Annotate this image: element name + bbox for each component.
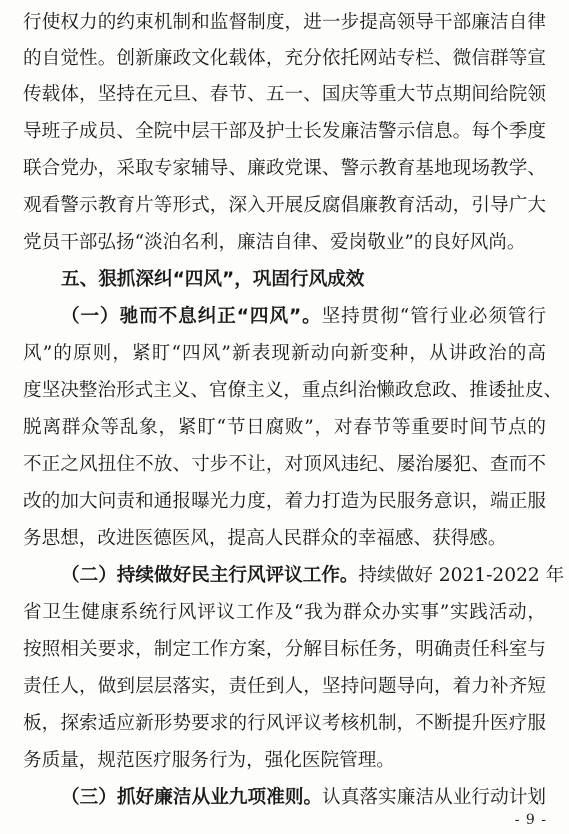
- subsection-title: （一）驰而不息纠正“四风”。: [61, 306, 322, 327]
- body-text: 坚持贯彻“管行业必须管行: [321, 306, 546, 327]
- subsection-first-line: [61, 564, 565, 588]
- body-text-line: 的自觉性。创新廉政文化载体，充分依托网站专栏、微信群等宣: [23, 48, 546, 69]
- body-text-line: 导班子成员、全院中层干部及护士长发廉洁警示信息。每个季度: [23, 121, 546, 142]
- body-text-line: 板，探索适应新形势要求的行风评议考核机制，不断提升医疗服: [23, 713, 546, 734]
- page-number: - 9 -: [514, 812, 547, 828]
- subsection-first-line: [61, 786, 546, 810]
- body-text-line: 脱离群众等乱象，紧盯“节日腐败”，对春节等重要时间节点的: [23, 417, 546, 438]
- subsection-title: （二）持续做好民主行风评议工作。: [61, 565, 359, 586]
- body-text-line: 务质量，规范医疗服务行为，强化医院管理。: [23, 750, 395, 771]
- body-text: 持续做好 2021-2022 年: [358, 565, 565, 586]
- section-heading: 五、狠抓深纠“四风”，巩固行风成效: [61, 269, 365, 290]
- body-text-line: 度坚决整治形式主义、官僚主义，重点纠治懒政怠政、推诿扯皮、: [23, 380, 563, 401]
- body-text-line: 责任人，做到层层落实，责任到人，坚持问题导向，着力补齐短: [23, 676, 546, 697]
- subsection-title: （三）抓好廉洁从业九项准则。: [61, 787, 323, 808]
- body-text-line: 传载体，坚持在元旦、春节、五一、国庆等重大节点期间给院领: [23, 84, 546, 105]
- body-text-line: 改的加大问责和通报曝光力度，着力打造为民服务意识，端正服: [23, 491, 546, 512]
- body-text-line: 联合党办，采取专家辅导、廉政党课、警示教育基地现场教学、: [23, 158, 546, 179]
- body-text-line: 观看警示教育片等形式，深入开展反腐倡廉教育活动，引导广大: [23, 195, 546, 216]
- body-text-line: 省卫生健康系统行风评议工作及“我为群众办实事”实践活动，: [23, 602, 546, 623]
- body-text-line: 党员干部弘扬“淡泊名利，廉洁自律、爱岗敬业”的良好风尚。: [23, 232, 526, 253]
- body-text-line: 务思想，改进医德医风，提高人民群众的幸福感、获得感。: [23, 528, 507, 549]
- body-text-line: 风”的原则，紧盯“四风”新表现新动向新变种，从讲政治的高: [23, 343, 546, 364]
- body-text-line: 行使权力的约束机制和监督制度，进一步提高领导干部廉洁自律: [23, 12, 546, 33]
- body-text-line: 不正之风扭住不放、寸步不让，对顶风违纪、屡治屡犯、查而不: [23, 454, 546, 475]
- body-text: 认真落实廉洁从业行动计划: [322, 787, 546, 808]
- subsection-first-line: [61, 305, 546, 329]
- body-text-line: 按照相关要求，制定工作方案，分解目标任务，明确责任科室与: [23, 639, 546, 660]
